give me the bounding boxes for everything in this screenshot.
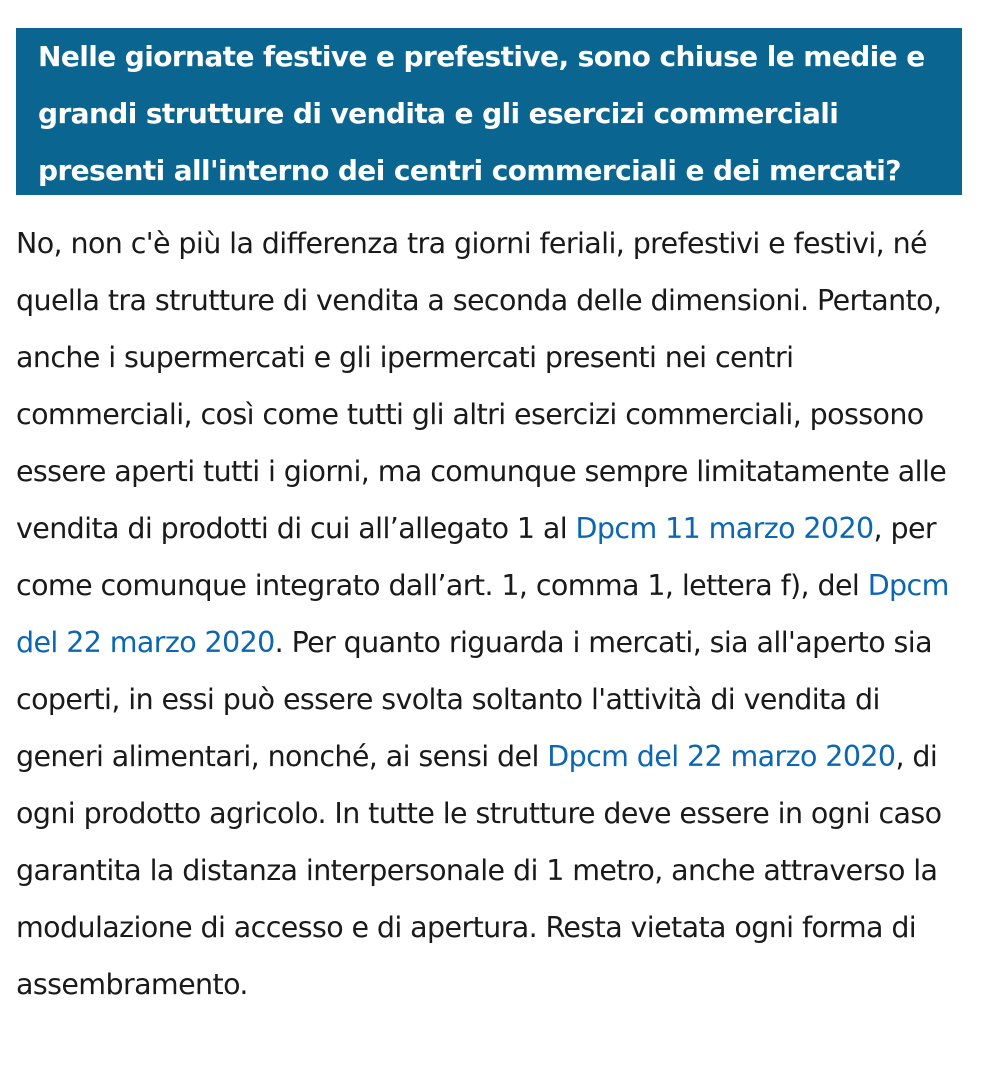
- answer-text-1: No, non c'è più la differenza tra giorni feriali, prefestivi e festivi, né quella tra strutture di vendita a seconda delle dimensioni. Pertanto, anche i supermercati e gli ipermercati presenti nei centri commerciali, così come tutti gli altri esercizi commerciali, possono essere aperti tutti i giorni, ma comunque sempre limitatamente alle vendita di prodotti di cui all’allegato 1 al: [16, 227, 947, 545]
- dpcm-22-marzo-link-2[interactable]: Dpcm del 22 marzo 2020: [547, 740, 896, 773]
- faq-answer: [16, 215, 962, 1013]
- faq-item: [16, 28, 962, 1013]
- answer-text-3: . Per quanto riguarda i mercati, sia all'aperto sia coperti, in essi può essere svolta soltanto l'attività di vendita di generi alimentari, nonché, ai sensi del: [16, 626, 932, 773]
- answer-text-4: , di ogni prodotto agricolo. In tutte le strutture deve essere in ogni caso garantita la distanza interpersonale di 1 metro, anche attraverso la modulazione di accesso e di apertura. Resta vietata ogni forma di assembramento.: [16, 740, 942, 1001]
- faq-question[interactable]: Nelle giornate festive e prefestive, sono chiuse le medie e grandi strutture di vendita e gli esercizi commerciali presenti all'interno dei centri commerciali e dei mercati?: [16, 28, 962, 195]
- dpcm-22-marzo-link[interactable]: Dpcm del 22 marzo 2020: [16, 569, 949, 659]
- answer-text-2: , per come comunque integrato dall’art. 1, comma 1, lettera f), del: [16, 512, 936, 602]
- dpcm-11-marzo-link[interactable]: Dpcm 11 marzo 2020: [575, 512, 874, 545]
